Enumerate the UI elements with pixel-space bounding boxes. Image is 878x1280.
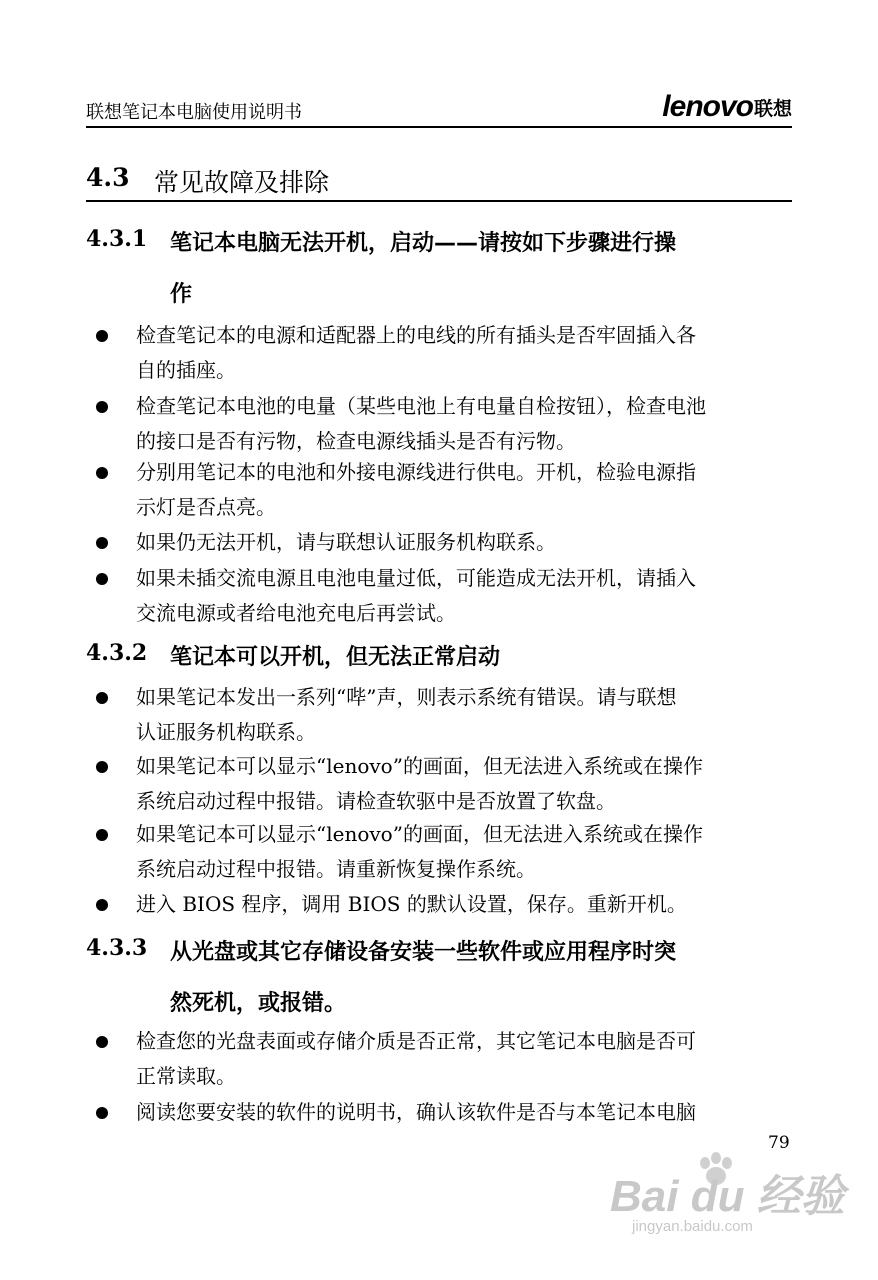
section-heading [86, 160, 792, 202]
subsection-number: 4.3.1 [86, 226, 148, 252]
section-number: 4.3 [86, 163, 130, 192]
list-item-text: 如果笔记本可以显示“lenovo”的画面，但无法进入系统或在操作 系统启动过程中报错。请重新恢复操作系统。 [136, 822, 703, 881]
bullet-icon [96, 401, 108, 413]
page-header [86, 88, 792, 128]
list-item [86, 561, 798, 631]
bullet-icon [96, 692, 108, 704]
page-number: 79 [768, 1133, 790, 1153]
subsection-heading-3 [86, 935, 792, 1015]
bullet-icon [96, 899, 108, 911]
list-item [86, 817, 798, 887]
watermark-text: Bai du 经验 [610, 1172, 845, 1221]
subsection-number: 4.3.3 [86, 935, 148, 961]
list-item [86, 318, 798, 388]
bullet-icon [96, 829, 108, 841]
section-title: 常见故障及排除 [154, 168, 330, 197]
bullet-icon [96, 467, 108, 479]
list-item [86, 1095, 798, 1130]
list-item [86, 680, 798, 750]
subsection-heading-1 [86, 226, 792, 306]
bullet-icon [96, 573, 108, 585]
header-title: 联想笔记本电脑使用说明书 [86, 102, 302, 123]
list-item-text: 分别用笔记本的电池和外接电源线进行供电。开机，检验电源指 示灯是否点亮。 [136, 460, 696, 519]
baidu-watermark [610, 1152, 845, 1252]
lenovo-logo [662, 90, 792, 122]
list-item [86, 1024, 798, 1094]
list-item-text: 检查笔记本电池的电量（某些电池上有电量自检按钮），检查电池 的接口是否有污物，检查电源线插头是否有污物。 [136, 394, 706, 453]
bullet-icon [96, 330, 108, 342]
list-item [86, 887, 798, 922]
subsection-title: 笔记本可以开机，但无法正常启动 [170, 645, 501, 670]
bullet-icon [96, 761, 108, 773]
list-item-text: 如果未插交流电源且电池电量过低，可能造成无法开机，请插入 交流电源或者给电池充电后再尝试。 [136, 566, 696, 625]
list-item-text: 如果仍无法开机，请与联想认证服务机构联系。 [136, 530, 556, 554]
list-item-text: 阅读您要安装的软件的说明书，确认该软件是否与本笔记本电脑 [136, 1100, 696, 1124]
logo-chinese: 联想 [753, 97, 792, 120]
logo-wordmark: lenovo [662, 90, 753, 123]
list-item-text: 检查您的光盘表面或存储介质是否正常，其它笔记本电脑是否可 正常读取。 [136, 1029, 696, 1088]
list-item [86, 389, 798, 459]
bullet-icon [96, 1107, 108, 1119]
list-item-text: 如果笔记本发出一系列“哔”声，则表示系统有错误。请与联想 认证服务机构联系。 [136, 685, 677, 744]
subsection-title: 从光盘或其它存储设备安装一些软件或应用程序时突 [170, 940, 677, 965]
subsection-title-cont: 作 [170, 282, 193, 307]
bullet-icon [96, 1036, 108, 1048]
list-item [86, 749, 798, 819]
bullet-icon [96, 537, 108, 549]
subsection-number: 4.3.2 [86, 640, 148, 666]
list-item [86, 455, 798, 525]
list-item-text: 进入 BIOS 程序，调用 BIOS 的默认设置，保存。重新开机。 [136, 892, 687, 916]
subsection-title-cont: 然死机，或报错。 [170, 991, 347, 1016]
list-item-text: 如果笔记本可以显示“lenovo”的画面，但无法进入系统或在操作 系统启动过程中报错。请检查软驱中是否放置了软盘。 [136, 754, 703, 813]
subsection-heading-2 [86, 640, 792, 670]
list-item-text: 检查笔记本的电源和适配器上的电线的所有插头是否牢固插入各 自的插座。 [136, 323, 696, 382]
subsection-title: 笔记本电脑无法开机，启动——请按如下步骤进行操 [170, 231, 677, 256]
list-item [86, 525, 798, 560]
watermark-url: jingyan.baidu.com [632, 1218, 753, 1235]
